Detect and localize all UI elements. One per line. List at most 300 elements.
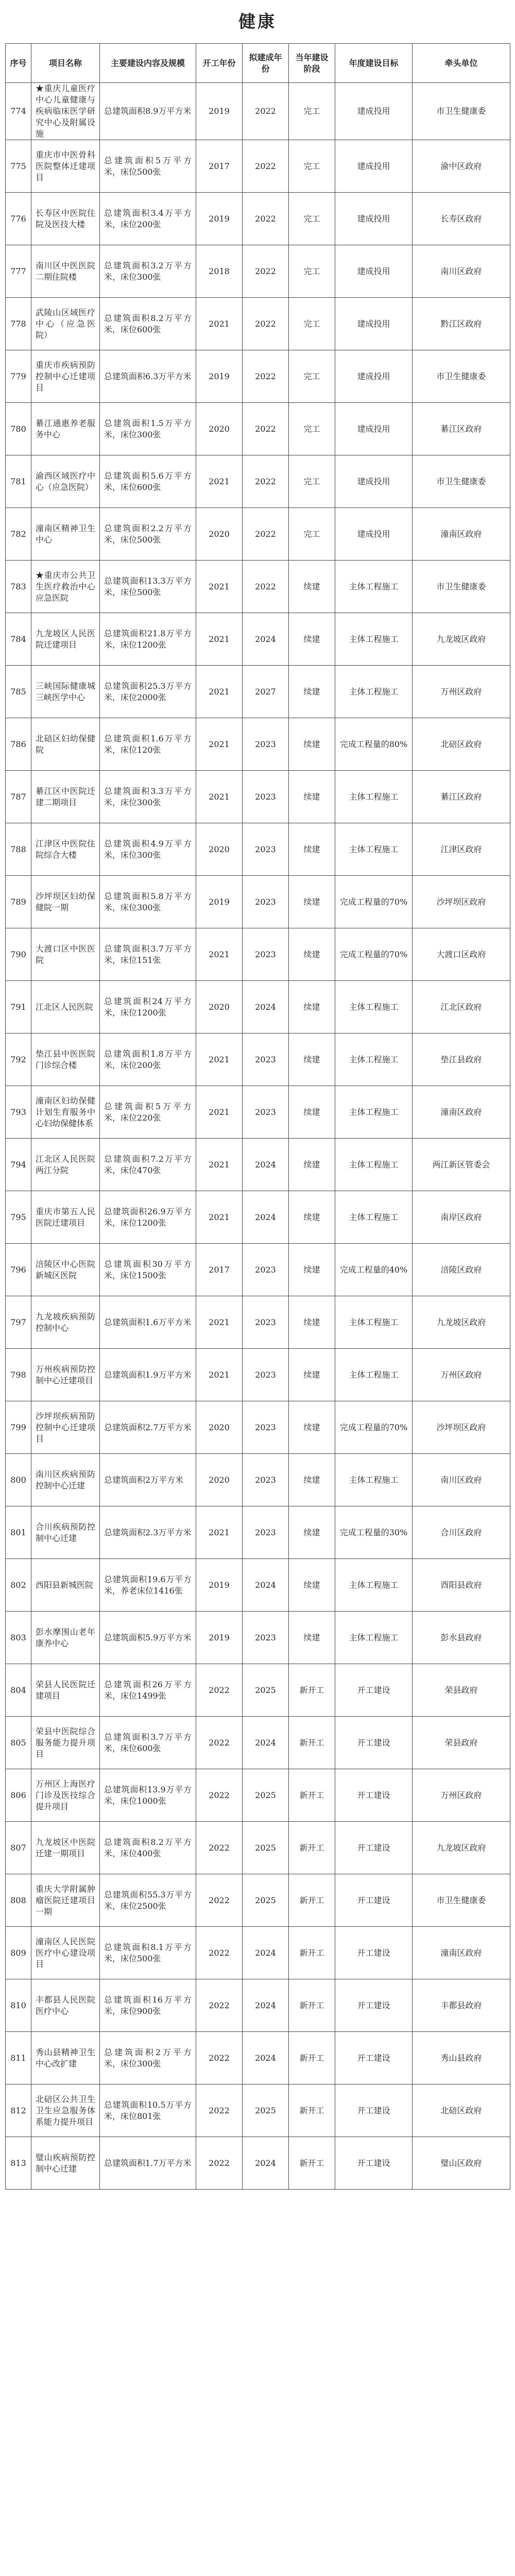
row-unit: 合川区政府	[413, 1506, 510, 1559]
row-end-year: 2023	[243, 1244, 289, 1296]
row-end-year: 2022	[243, 140, 289, 193]
row-unit: 江北区政府	[413, 981, 510, 1033]
row-unit: 渝中区政府	[413, 140, 510, 193]
row-seq: 813	[6, 2137, 31, 2190]
table-row	[6, 876, 510, 928]
row-start-year: 2019	[196, 1559, 243, 1612]
row-project-name: 璧山疾病预防控制中心迁建	[31, 2137, 100, 2190]
row-content: 总建筑面积55.3万平方米，床位2500张	[100, 1874, 196, 1927]
row-target: 开工建设	[335, 1979, 413, 2032]
row-start-year: 2017	[196, 1244, 243, 1296]
row-start-year: 2021	[196, 1086, 243, 1139]
row-end-year: 2022	[243, 193, 289, 245]
row-project-name: 渝西区域医疗中心（应急医院）	[31, 455, 100, 508]
row-seq: 801	[6, 1506, 31, 1559]
project-table	[5, 43, 510, 2190]
row-end-year: 2024	[243, 1717, 289, 1769]
row-project-name: 潼南区精神卫生中心	[31, 508, 100, 561]
row-project-name: 九龙坡区人民医院迁建项目	[31, 613, 100, 666]
row-stage: 新开工	[289, 1769, 335, 1822]
row-seq: 777	[6, 245, 31, 298]
row-end-year: 2023	[243, 718, 289, 771]
row-seq: 787	[6, 771, 31, 823]
row-stage: 续建	[289, 1559, 335, 1612]
row-end-year: 2022	[243, 403, 289, 455]
row-unit: 彭水县政府	[413, 1612, 510, 1664]
header-project-name: 项目名称	[31, 44, 100, 83]
row-target: 主体工程施工	[335, 1349, 413, 1401]
header-stage: 当年建设阶段	[289, 44, 335, 83]
row-stage: 新开工	[289, 2137, 335, 2190]
row-end-year: 2023	[243, 1033, 289, 1086]
row-unit: 潼南区政府	[413, 1927, 510, 1979]
row-seq: 781	[6, 455, 31, 508]
row-content: 总建筑面积3.3万平方米，床位300张	[100, 771, 196, 823]
row-stage: 完工	[289, 193, 335, 245]
row-unit: 酉阳县政府	[413, 1559, 510, 1612]
table-row	[6, 1454, 510, 1506]
table-row	[6, 771, 510, 823]
row-content: 总建筑面积1.7万平方米	[100, 2137, 196, 2190]
row-unit: 荣县政府	[413, 1717, 510, 1769]
row-end-year: 2022	[243, 561, 289, 613]
row-stage: 续建	[289, 1612, 335, 1664]
row-content: 总建筑面积16万平方米，床位900张	[100, 1979, 196, 2032]
row-content: 总建筑面积8.2万平方米，床位400张	[100, 1822, 196, 1874]
row-target: 主体工程施工	[335, 1296, 413, 1349]
row-stage: 完工	[289, 350, 335, 403]
row-unit: 南岸区政府	[413, 1191, 510, 1244]
row-stage: 续建	[289, 1033, 335, 1086]
row-project-name: 武陵山区域医疗中心（应急医院）	[31, 298, 100, 350]
row-stage: 续建	[289, 876, 335, 928]
row-start-year: 2022	[196, 2084, 243, 2137]
row-content: 总建筑面积24万平方米，床位1200张	[100, 981, 196, 1033]
row-seq: 808	[6, 1874, 31, 1927]
row-content: 总建筑面积5.9万平方米	[100, 1612, 196, 1664]
table-row	[6, 1349, 510, 1401]
row-project-name: 彭水摩围山老年康养中心	[31, 1612, 100, 1664]
table-row	[6, 1033, 510, 1086]
row-target: 建成投用	[335, 140, 413, 193]
row-project-name: 西阳县新城医院	[31, 1559, 100, 1612]
row-project-name: 重庆大学附属肿瘤医院迁建项目一期	[31, 1874, 100, 1927]
row-start-year: 2021	[196, 666, 243, 718]
row-target: 建成投用	[335, 298, 413, 350]
row-unit: 九龙坡区政府	[413, 1822, 510, 1874]
row-project-name: 荣县中医院综合服务能力提升项目	[31, 1717, 100, 1769]
row-project-name: ★重庆儿童医疗中心儿童健康与疾病临床医学研究中心及附属设施	[31, 83, 100, 140]
row-start-year: 2020	[196, 1454, 243, 1506]
row-stage: 完工	[289, 508, 335, 561]
row-seq: 785	[6, 666, 31, 718]
table-row	[6, 83, 510, 140]
row-unit: 潼南区政府	[413, 508, 510, 561]
row-target: 完成工程量的30%	[335, 1506, 413, 1559]
table-row	[6, 561, 510, 613]
row-project-name: 江北区人民医院两江分院	[31, 1139, 100, 1191]
row-target: 建成投用	[335, 350, 413, 403]
table-row	[6, 1244, 510, 1296]
row-content: 总建筑面积3.2万平方米，床位300张	[100, 245, 196, 298]
row-target: 主体工程施工	[335, 1139, 413, 1191]
row-content: 总建筑面积2万平方米，床位300张	[100, 2032, 196, 2084]
row-project-name: 重庆市第五人民医院迁建项目	[31, 1191, 100, 1244]
row-target: 开工建设	[335, 2032, 413, 2084]
table-row	[6, 193, 510, 245]
row-end-year: 2023	[243, 1612, 289, 1664]
table-row	[6, 2032, 510, 2084]
table-row	[6, 508, 510, 561]
row-unit: 两江新区管委会	[413, 1139, 510, 1191]
row-project-name: ★重庆市公共卫生医疗救治中心应急医院	[31, 561, 100, 613]
row-seq: 804	[6, 1664, 31, 1717]
row-stage: 续建	[289, 981, 335, 1033]
row-end-year: 2022	[243, 350, 289, 403]
table-row	[6, 1874, 510, 1927]
row-stage: 续建	[289, 771, 335, 823]
row-project-name: 涪陵区中心医院新城区医院	[31, 1244, 100, 1296]
row-content: 总建筑面积2万平方米	[100, 1454, 196, 1506]
row-stage: 新开工	[289, 1664, 335, 1717]
row-target: 主体工程施工	[335, 1033, 413, 1086]
row-target: 完成工程量的70%	[335, 928, 413, 981]
row-target: 主体工程施工	[335, 1454, 413, 1506]
header-end-year: 拟建成年份	[243, 44, 289, 83]
row-project-name: 荣县人民医院迁建项目	[31, 1664, 100, 1717]
row-project-name: 大渡口区中医医院	[31, 928, 100, 981]
row-unit: 市卫生健康委	[413, 83, 510, 140]
row-seq: 806	[6, 1769, 31, 1822]
row-start-year: 2022	[196, 2137, 243, 2190]
row-content: 总建筑面积3.4万平方米，床位200张	[100, 193, 196, 245]
row-stage: 续建	[289, 561, 335, 613]
row-start-year: 2022	[196, 1979, 243, 2032]
row-content: 总建筑面积8.1万平方米，床位500张	[100, 1927, 196, 1979]
header-content: 主要建设内容及规模	[100, 44, 196, 83]
row-project-name: 潼南区人民医院医疗中心建设项目	[31, 1927, 100, 1979]
row-content: 总建筑面积5.8万平方米，床位300张	[100, 876, 196, 928]
row-start-year: 2021	[196, 1349, 243, 1401]
row-start-year: 2017	[196, 140, 243, 193]
row-end-year: 2022	[243, 455, 289, 508]
row-start-year: 2022	[196, 1769, 243, 1822]
row-seq: 799	[6, 1401, 31, 1454]
row-content: 总建筑面积3.7万平方米，床位151张	[100, 928, 196, 981]
table-row	[6, 140, 510, 193]
table-row	[6, 1401, 510, 1454]
row-project-name: 綦江区中医院迁建二期项目	[31, 771, 100, 823]
row-start-year: 2021	[196, 928, 243, 981]
row-seq: 811	[6, 2032, 31, 2084]
row-content: 总建筑面积1.5万平方米，床位300张	[100, 403, 196, 455]
row-target: 建成投用	[335, 508, 413, 561]
row-end-year: 2025	[243, 1769, 289, 1822]
row-project-name: 万州疾病预防控制中心迁建项目	[31, 1349, 100, 1401]
row-content: 总建筑面积26.9万平方米，床位1200张	[100, 1191, 196, 1244]
table-row	[6, 350, 510, 403]
row-start-year: 2019	[196, 876, 243, 928]
row-seq: 779	[6, 350, 31, 403]
row-unit: 江津区政府	[413, 823, 510, 876]
table-row	[6, 1191, 510, 1244]
row-content: 总建筑面积5万平方米，床位500张	[100, 140, 196, 193]
row-target: 开工建设	[335, 1664, 413, 1717]
row-end-year: 2027	[243, 666, 289, 718]
row-project-name: 沙坪坝疾病预防控制中心迁建项目	[31, 1401, 100, 1454]
table-row	[6, 245, 510, 298]
row-seq: 803	[6, 1612, 31, 1664]
row-seq: 774	[6, 83, 31, 140]
row-target: 完成工程量的70%	[335, 876, 413, 928]
header-unit: 牵头单位	[413, 44, 510, 83]
row-seq: 812	[6, 2084, 31, 2137]
row-stage: 续建	[289, 718, 335, 771]
row-end-year: 2022	[243, 298, 289, 350]
row-end-year: 2024	[243, 981, 289, 1033]
row-content: 总建筑面积5万平方米，床位220张	[100, 1086, 196, 1139]
row-end-year: 2024	[243, 1191, 289, 1244]
row-seq: 794	[6, 1139, 31, 1191]
row-project-name: 合川疾病预防控制中心迁建	[31, 1506, 100, 1559]
row-end-year: 2025	[243, 1874, 289, 1927]
row-end-year: 2022	[243, 245, 289, 298]
table-row	[6, 2084, 510, 2137]
row-stage: 续建	[289, 1191, 335, 1244]
row-target: 开工建设	[335, 2137, 413, 2190]
row-end-year: 2023	[243, 1086, 289, 1139]
table-row	[6, 1822, 510, 1874]
row-seq: 810	[6, 1979, 31, 2032]
row-target: 完成工程量的80%	[335, 718, 413, 771]
row-unit: 万州区政府	[413, 1349, 510, 1401]
row-content: 总建筑面积30万平方米，床位1500张	[100, 1244, 196, 1296]
row-content: 总建筑面积8.9万平方米	[100, 83, 196, 140]
row-target: 开工建设	[335, 2084, 413, 2137]
row-unit: 市卫生健康委	[413, 1874, 510, 1927]
row-end-year: 2025	[243, 2084, 289, 2137]
row-content: 总建筑面积1.6万平方米	[100, 1296, 196, 1349]
row-start-year: 2022	[196, 1664, 243, 1717]
row-start-year: 2020	[196, 1401, 243, 1454]
row-project-name: 江北区人民医院	[31, 981, 100, 1033]
row-project-name: 三峡国际健康城三峡医学中心	[31, 666, 100, 718]
row-content: 总建筑面积8.2万平方米，床位600张	[100, 298, 196, 350]
row-stage: 新开工	[289, 1874, 335, 1927]
row-stage: 续建	[289, 1139, 335, 1191]
row-end-year: 2023	[243, 1506, 289, 1559]
row-stage: 完工	[289, 140, 335, 193]
row-seq: 792	[6, 1033, 31, 1086]
row-end-year: 2022	[243, 508, 289, 561]
row-stage: 新开工	[289, 1717, 335, 1769]
table-row	[6, 1979, 510, 2032]
row-seq: 782	[6, 508, 31, 561]
header-seq: 序号	[6, 44, 31, 83]
row-target: 完成工程量的40%	[335, 1244, 413, 1296]
table-row	[6, 1717, 510, 1769]
row-target: 主体工程施工	[335, 561, 413, 613]
row-stage: 完工	[289, 403, 335, 455]
table-row	[6, 613, 510, 666]
row-project-name: 北碚区妇幼保健院	[31, 718, 100, 771]
row-start-year: 2021	[196, 771, 243, 823]
row-target: 开工建设	[335, 1927, 413, 1979]
row-content: 总建筑面积1.6万平方米，床位120张	[100, 718, 196, 771]
row-unit: 九龙坡区政府	[413, 1296, 510, 1349]
row-end-year: 2023	[243, 876, 289, 928]
row-end-year: 2024	[243, 613, 289, 666]
row-content: 总建筑面积4.9万平方米，床位300张	[100, 823, 196, 876]
row-stage: 续建	[289, 1244, 335, 1296]
row-unit: 万州区政府	[413, 1769, 510, 1822]
row-target: 开工建设	[335, 1822, 413, 1874]
row-unit: 九龙坡区政府	[413, 613, 510, 666]
row-target: 建成投用	[335, 455, 413, 508]
table-row	[6, 455, 510, 508]
table-row	[6, 1139, 510, 1191]
row-seq: 789	[6, 876, 31, 928]
row-start-year: 2022	[196, 1717, 243, 1769]
row-end-year: 2023	[243, 1454, 289, 1506]
row-project-name: 秀山县精神卫生中心改扩建	[31, 2032, 100, 2084]
row-unit: 长寿区政府	[413, 193, 510, 245]
row-content: 总建筑面积13.9万平方米，床位1000张	[100, 1769, 196, 1822]
row-content: 总建筑面积1.8万平方米，床位200张	[100, 1033, 196, 1086]
table-row	[6, 403, 510, 455]
row-project-name: 南川区中医医院二期住院楼	[31, 245, 100, 298]
row-project-name: 长寿区中医院住院及医技大楼	[31, 193, 100, 245]
row-end-year: 2023	[243, 771, 289, 823]
row-seq: 800	[6, 1454, 31, 1506]
row-start-year: 2022	[196, 1874, 243, 1927]
row-unit: 南川区政府	[413, 245, 510, 298]
row-stage: 新开工	[289, 2084, 335, 2137]
row-start-year: 2019	[196, 83, 243, 140]
row-target: 开工建设	[335, 1769, 413, 1822]
row-seq: 807	[6, 1822, 31, 1874]
row-seq: 793	[6, 1086, 31, 1139]
row-target: 主体工程施工	[335, 981, 413, 1033]
row-stage: 完工	[289, 455, 335, 508]
row-end-year: 2023	[243, 1401, 289, 1454]
row-unit: 市卫生健康委	[413, 350, 510, 403]
row-start-year: 2021	[196, 1296, 243, 1349]
row-content: 总建筑面积5.6万平方米，床位600张	[100, 455, 196, 508]
row-content: 总建筑面积13.3万平方米，床位500张	[100, 561, 196, 613]
row-unit: 秀山县政府	[413, 2032, 510, 2084]
row-seq: 788	[6, 823, 31, 876]
row-stage: 完工	[289, 298, 335, 350]
row-project-name: 江津区中医院住院综合大楼	[31, 823, 100, 876]
table-row	[6, 666, 510, 718]
row-stage: 续建	[289, 1296, 335, 1349]
row-unit: 垫江县政府	[413, 1033, 510, 1086]
row-target: 主体工程施工	[335, 771, 413, 823]
row-start-year: 2021	[196, 561, 243, 613]
table-row	[6, 718, 510, 771]
row-start-year: 2020	[196, 823, 243, 876]
row-start-year: 2021	[196, 613, 243, 666]
row-content: 总建筑面积2.2万平方米，床位500张	[100, 508, 196, 561]
row-seq: 775	[6, 140, 31, 193]
row-end-year: 2023	[243, 1296, 289, 1349]
row-seq: 805	[6, 1717, 31, 1769]
row-start-year: 2021	[196, 1139, 243, 1191]
row-unit: 涪陵区政府	[413, 1244, 510, 1296]
table-row	[6, 1086, 510, 1139]
row-unit: 万州区政府	[413, 666, 510, 718]
row-stage: 续建	[289, 823, 335, 876]
row-unit: 丰都县政府	[413, 1979, 510, 2032]
row-content: 总建筑面积2.3万平方米	[100, 1506, 196, 1559]
row-target: 主体工程施工	[335, 1559, 413, 1612]
row-stage: 续建	[289, 928, 335, 981]
row-stage: 完工	[289, 245, 335, 298]
row-content: 总建筑面积6.3万平方米	[100, 350, 196, 403]
row-target: 建成投用	[335, 403, 413, 455]
row-seq: 809	[6, 1927, 31, 1979]
row-end-year: 2025	[243, 1664, 289, 1717]
table-row	[6, 823, 510, 876]
header-target: 年度建设目标	[335, 44, 413, 83]
row-unit: 綦江区政府	[413, 771, 510, 823]
row-end-year: 2024	[243, 1979, 289, 2032]
row-end-year: 2023	[243, 1349, 289, 1401]
row-unit: 沙坪坝区政府	[413, 1401, 510, 1454]
header-start-year: 开工年份	[196, 44, 243, 83]
table-row	[6, 1664, 510, 1717]
row-start-year: 2019	[196, 193, 243, 245]
row-seq: 786	[6, 718, 31, 771]
row-unit: 沙坪坝区政府	[413, 876, 510, 928]
row-content: 总建筑面积3.7万平方米，床位600张	[100, 1717, 196, 1769]
row-target: 主体工程施工	[335, 1612, 413, 1664]
table-row	[6, 928, 510, 981]
table-row	[6, 1296, 510, 1349]
row-project-name: 丰都县人民医院医疗中心	[31, 1979, 100, 2032]
row-stage: 续建	[289, 1086, 335, 1139]
row-project-name: 南川区疾病预防控制中心迁建	[31, 1454, 100, 1506]
row-content: 总建筑面积21.8万平方米，床位1200张	[100, 613, 196, 666]
table-body	[6, 83, 510, 2190]
row-end-year: 2022	[243, 83, 289, 140]
row-target: 主体工程施工	[335, 666, 413, 718]
row-project-name: 北碚区公共卫生卫生应急服务体系能力提升项目	[31, 2084, 100, 2137]
row-stage: 续建	[289, 1349, 335, 1401]
row-end-year: 2024	[243, 1559, 289, 1612]
row-stage: 新开工	[289, 1979, 335, 2032]
row-unit: 潼南区政府	[413, 1086, 510, 1139]
row-unit: 大渡口区政府	[413, 928, 510, 981]
row-stage: 完工	[289, 83, 335, 140]
row-seq: 776	[6, 193, 31, 245]
row-stage: 续建	[289, 613, 335, 666]
row-content: 总建筑面积1.9万平方米	[100, 1349, 196, 1401]
row-seq: 802	[6, 1559, 31, 1612]
row-target: 开工建设	[335, 1874, 413, 1927]
row-unit: 綦江区政府	[413, 403, 510, 455]
row-start-year: 2022	[196, 1927, 243, 1979]
row-start-year: 2020	[196, 403, 243, 455]
table-row	[6, 1769, 510, 1822]
row-project-name: 九龙坡疾病预防控制中心	[31, 1296, 100, 1349]
row-unit: 璧山区政府	[413, 2137, 510, 2190]
row-end-year: 2024	[243, 2032, 289, 2084]
row-target: 主体工程施工	[335, 823, 413, 876]
row-content: 总建筑面积25.3万平方米，床位2000张	[100, 666, 196, 718]
row-project-name: 沙坪坝区妇幼保健院一期	[31, 876, 100, 928]
